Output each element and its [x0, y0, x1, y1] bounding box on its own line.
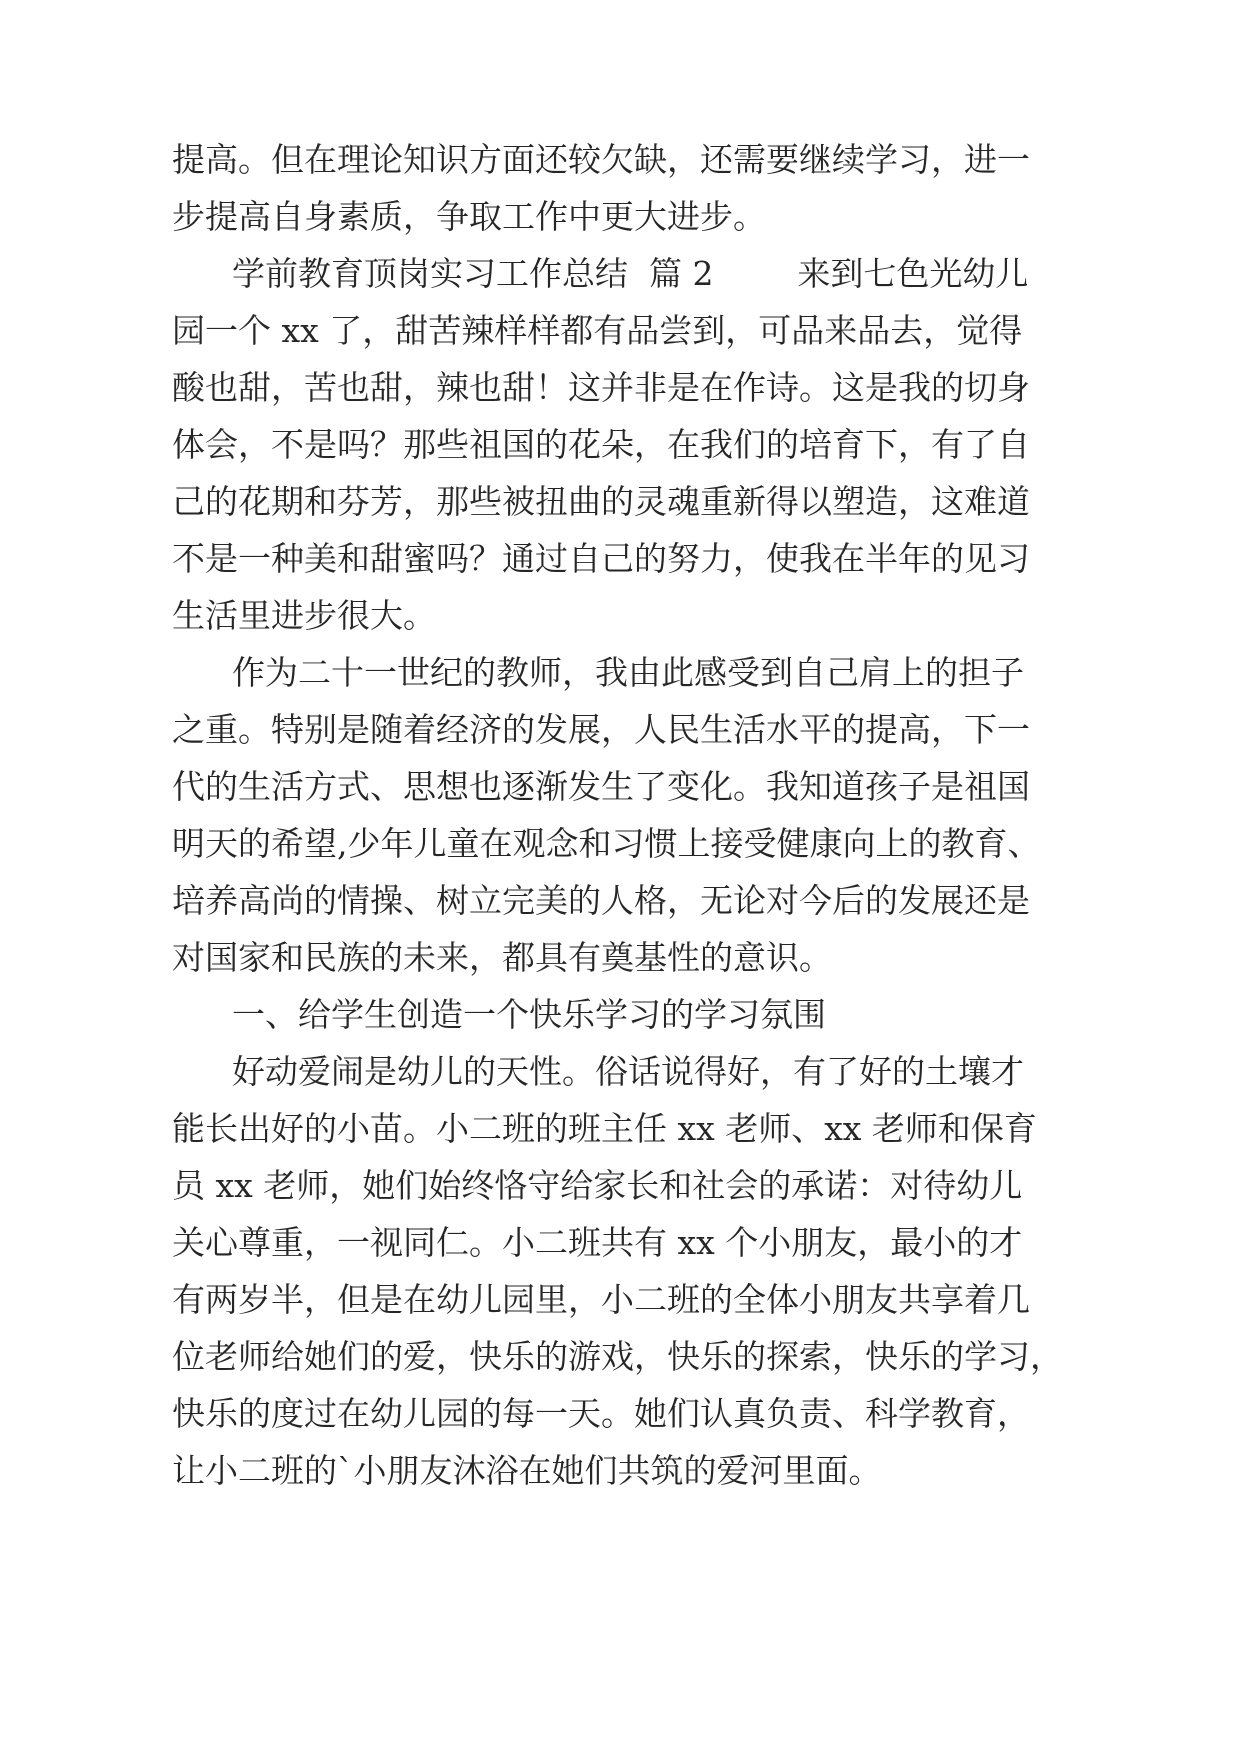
text-line: 员 xx 老师，她们始终恪守给家长和社会的承诺：对待幼儿: [172, 1166, 1023, 1205]
text-line: 不是一种美和甜蜜吗？通过自己的努力，使我在半年的见习: [172, 539, 1030, 578]
text-line: 关心尊重，一视同仁。小二班共有 xx 个小朋友，最小的才: [172, 1223, 1023, 1262]
text-line: 明天的希望,少年儿童在观念和习惯上接受健康向上的教育、: [172, 824, 1041, 863]
text-line: 作为二十一世纪的教师，我由此感受到自己肩上的担子: [232, 653, 1024, 692]
text-line: 生活里进步很大。: [172, 596, 436, 635]
text-line: 对国家和民族的未来，都具有奠基性的意识。: [172, 938, 832, 977]
text-line: 能长出好的小苗。小二班的班主任 xx 老师、xx 老师和保育: [172, 1109, 1037, 1148]
text-line: 有两岁半，但是在幼儿园里，小二班的全体小朋友共享着几: [172, 1280, 1030, 1319]
text-line: 之重。特别是随着经济的发展，人民生活水平的提高，下一: [172, 710, 1030, 749]
text-line: 好动爱闹是幼儿的天性。俗话说得好，有了好的土壤才: [232, 1052, 1024, 1091]
text-line: 体会，不是吗？那些祖国的花朵，在我们的培育下，有了自: [172, 425, 1030, 464]
text-line: 提高。但在理论知识方面还较欠缺，还需要继续学习，进一: [172, 140, 1030, 179]
section-heading: 一、给学生创造一个快乐学习的学习氛围: [232, 995, 826, 1034]
text-line: 位老师给她们的爱，快乐的游戏，快乐的探索，快乐的学习，: [172, 1337, 1063, 1376]
text-line: 己的花期和芬芳，那些被扭曲的灵魂重新得以塑造，这难道: [172, 482, 1030, 521]
text-line: 培养高尚的情操、树立完美的人格，无论对今后的发展还是: [172, 881, 1030, 920]
text-line: 酸也甜，苦也甜，辣也甜！这并非是在作诗。这是我的切身: [172, 368, 1030, 407]
text-line: 学前教育顶岗实习工作总结 篇 2 来到七色光幼儿: [232, 254, 1029, 293]
text-line: 步提高自身素质，争取工作中更大进步。: [172, 197, 766, 236]
text-line: 园一个 xx 了，甜苦辣样样都有品尝到，可品来品去，觉得: [172, 311, 1023, 350]
text-line: 代的生活方式、思想也逐渐发生了变化。我知道孩子是祖国: [172, 767, 1030, 806]
text-line: 快乐的度过在幼儿园的每一天。她们认真负责、科学教育，: [172, 1394, 1030, 1433]
text-line: 让小二班的`小朋友沐浴在她们共筑的爱河里面。: [172, 1451, 882, 1490]
